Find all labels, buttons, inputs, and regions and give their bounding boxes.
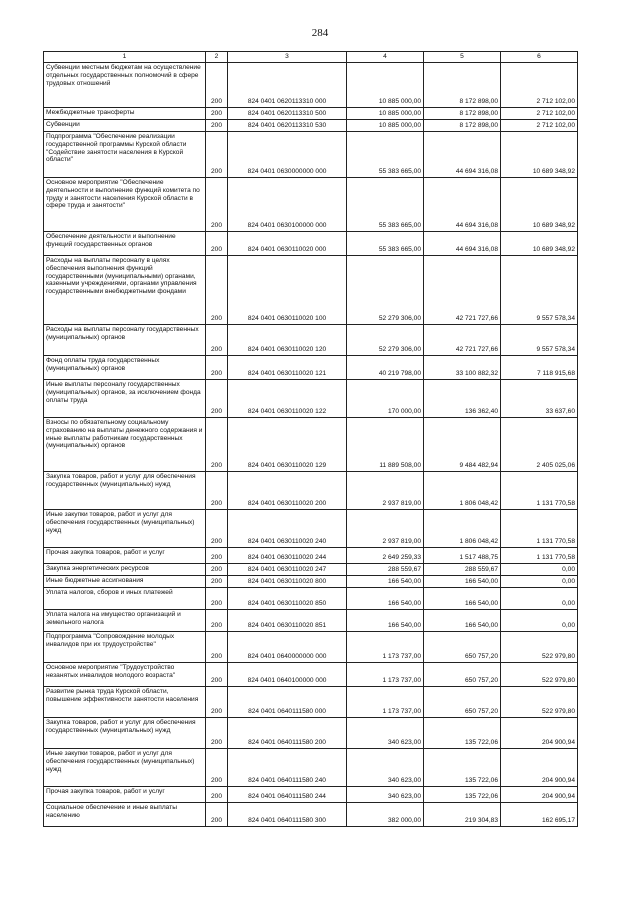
row-col5-value: 219 304,83 [424, 803, 501, 827]
row-col2-cell: 200 [206, 232, 228, 256]
row-col4-value: 382 000,00 [347, 803, 424, 827]
row-col5-value: 166 540,00 [424, 588, 501, 610]
table-row [44, 588, 578, 610]
row-col2-cell: 200 [206, 687, 228, 718]
row-name-cell: Социальное обеспечение и иные выплаты населению [44, 803, 206, 827]
row-col4-value: 166 540,00 [347, 610, 424, 632]
row-name-cell: Расходы на выплаты персоналу в целях обеспечения выполнения функций государственными (муниципальными) органами, казенными учреждениями, органами управления государственными внебюджетными фондами [44, 256, 206, 325]
table-header-row [44, 52, 578, 63]
row-code-cell: 824 0401 0640111580 244 [228, 787, 347, 803]
row-name-cell: Обеспечение деятельности и выполнение функций государственных органов [44, 232, 206, 256]
row-name-cell: Закупка товаров, работ и услуг для обеспечения государственных (муниципальных) нужд [44, 472, 206, 510]
row-col6-value: 2 712 102,00 [501, 120, 578, 132]
row-name-cell: Иные выплаты персоналу государственных (муниципальных) органов, за исключением фонда оплаты труда [44, 380, 206, 418]
row-col2-cell: 200 [206, 510, 228, 548]
row-col5-value: 44 694 316,08 [424, 132, 501, 178]
table-row [44, 108, 578, 120]
row-col2-cell: 200 [206, 132, 228, 178]
row-col4-value: 170 000,00 [347, 380, 424, 418]
row-col6-value: 0,00 [501, 576, 578, 588]
row-col5-value: 1 806 048,42 [424, 472, 501, 510]
row-col6-value: 0,00 [501, 588, 578, 610]
row-col5-value: 288 559,67 [424, 564, 501, 576]
table-row [44, 132, 578, 178]
row-col2-cell: 200 [206, 576, 228, 588]
row-col2-cell: 200 [206, 588, 228, 610]
row-name-cell: Подпрограмма "Сопровождение молодых инвалидов при их трудоустройстве" [44, 632, 206, 663]
row-col4-value: 166 540,00 [347, 588, 424, 610]
table-row [44, 325, 578, 356]
row-code-cell: 824 0401 0640111580 300 [228, 803, 347, 827]
row-col2-cell: 200 [206, 356, 228, 380]
row-code-cell: 824 0401 0630110020 122 [228, 380, 347, 418]
row-code-cell: 824 0401 0620113310 000 [228, 63, 347, 108]
table-row [44, 120, 578, 132]
header-cell: 6 [501, 52, 578, 63]
row-col6-value: 1 131 770,58 [501, 472, 578, 510]
row-col2-cell: 200 [206, 380, 228, 418]
row-col5-value: 166 540,00 [424, 610, 501, 632]
row-col2-cell: 200 [206, 632, 228, 663]
row-code-cell: 824 0401 0630110020 121 [228, 356, 347, 380]
table-row [44, 803, 578, 827]
row-col6-value: 9 557 578,34 [501, 256, 578, 325]
table-row [44, 610, 578, 632]
table-row [44, 232, 578, 256]
row-code-cell: 824 0401 0630100000 000 [228, 178, 347, 232]
row-col6-value: 2 405 025,06 [501, 418, 578, 472]
row-col4-value: 1 173 737,00 [347, 663, 424, 687]
row-col6-value: 10 689 348,92 [501, 232, 578, 256]
row-col6-value: 1 131 770,58 [501, 548, 578, 564]
row-col5-value: 1 806 048,42 [424, 510, 501, 548]
header-cell: 1 [44, 52, 206, 63]
row-col6-value: 522 979,80 [501, 632, 578, 663]
row-code-cell: 824 0401 0640111580 240 [228, 749, 347, 787]
row-col6-value: 33 637,60 [501, 380, 578, 418]
row-col5-value: 9 484 482,94 [424, 418, 501, 472]
row-code-cell: 824 0401 0640000000 000 [228, 632, 347, 663]
row-col2-cell: 200 [206, 787, 228, 803]
row-code-cell: 824 0401 0620113310 530 [228, 120, 347, 132]
header-cell: 2 [206, 52, 228, 63]
budget-table [43, 51, 578, 827]
row-col5-value: 8 172 898,00 [424, 120, 501, 132]
table-row [44, 564, 578, 576]
row-name-cell: Закупка товаров, работ и услуг для обеспечения государственных (муниципальных) нужд [44, 718, 206, 749]
page-number: 284 [311, 27, 329, 39]
row-code-cell: 824 0401 0630110020 240 [228, 510, 347, 548]
row-col2-cell: 200 [206, 418, 228, 472]
row-col6-value: 9 557 578,34 [501, 325, 578, 356]
row-col5-value: 8 172 898,00 [424, 108, 501, 120]
row-col4-value: 340 623,00 [347, 787, 424, 803]
table-row [44, 256, 578, 325]
row-name-cell: Межбюджетные трансферты [44, 108, 206, 120]
row-name-cell: Взносы по обязательному социальному страхованию на выплаты денежного содержания и иные выплаты работникам государственных (муниципальных) органов [44, 418, 206, 472]
row-col5-value: 135 722,06 [424, 787, 501, 803]
row-col4-value: 2 937 819,00 [347, 510, 424, 548]
row-name-cell: Субвенции местным бюджетам на осуществление отдельных государственных полномочий в сфере трудовых отношений [44, 63, 206, 108]
table-row [44, 178, 578, 232]
row-col6-value: 7 118 915,68 [501, 356, 578, 380]
row-col2-cell: 200 [206, 803, 228, 827]
row-col5-value: 650 757,20 [424, 632, 501, 663]
row-col4-value: 340 623,00 [347, 718, 424, 749]
row-col6-value: 162 695,17 [501, 803, 578, 827]
row-col2-cell: 200 [206, 610, 228, 632]
row-name-cell: Основное мероприятие "Трудоустройство незанятых инвалидов молодого возраста" [44, 663, 206, 687]
row-col6-value: 1 131 770,58 [501, 510, 578, 548]
row-col4-value: 340 623,00 [347, 749, 424, 787]
header-cell: 3 [228, 52, 347, 63]
row-code-cell: 824 0401 0630110020 800 [228, 576, 347, 588]
table-row [44, 548, 578, 564]
row-col6-value: 0,00 [501, 610, 578, 632]
row-name-cell: Иные бюджетные ассигнования [44, 576, 206, 588]
row-col4-value: 288 559,67 [347, 564, 424, 576]
row-col6-value: 0,00 [501, 564, 578, 576]
table-row [44, 380, 578, 418]
row-col5-value: 42 721 727,66 [424, 325, 501, 356]
row-col2-cell: 200 [206, 663, 228, 687]
table-row [44, 663, 578, 687]
row-code-cell: 824 0401 0630110020 200 [228, 472, 347, 510]
row-col6-value: 2 712 102,00 [501, 63, 578, 108]
row-col5-value: 33 100 882,32 [424, 356, 501, 380]
row-col4-value: 166 540,00 [347, 576, 424, 588]
row-col4-value: 40 219 798,00 [347, 356, 424, 380]
row-code-cell: 824 0401 0640111580 200 [228, 718, 347, 749]
row-col5-value: 44 694 316,08 [424, 232, 501, 256]
row-col5-value: 166 540,00 [424, 576, 501, 588]
row-name-cell: Развитие рынка труда Курской области, повышение эффективности занятости населения [44, 687, 206, 718]
row-col2-cell: 200 [206, 63, 228, 108]
row-col2-cell: 200 [206, 548, 228, 564]
row-code-cell: 824 0401 0630110020 120 [228, 325, 347, 356]
row-col2-cell: 200 [206, 564, 228, 576]
row-code-cell: 824 0401 0620113310 500 [228, 108, 347, 120]
row-code-cell: 824 0401 0630110020 100 [228, 256, 347, 325]
row-name-cell: Субвенции [44, 120, 206, 132]
table-row [44, 576, 578, 588]
row-name-cell: Иные закупки товаров, работ и услуг для обеспечения государственных (муниципальных) нужд [44, 749, 206, 787]
row-col2-cell: 200 [206, 325, 228, 356]
table-row [44, 472, 578, 510]
row-col4-value: 52 279 306,00 [347, 256, 424, 325]
row-col4-value: 55 383 665,00 [347, 132, 424, 178]
row-code-cell: 824 0401 0630110020 129 [228, 418, 347, 472]
row-col4-value: 10 885 000,00 [347, 108, 424, 120]
row-name-cell: Уплата налогов, сборов и иных платежей [44, 588, 206, 610]
row-col4-value: 55 383 665,00 [347, 178, 424, 232]
row-col2-cell: 200 [206, 718, 228, 749]
row-name-cell: Иные закупки товаров, работ и услуг для обеспечения государственных (муниципальных) нужд [44, 510, 206, 548]
row-code-cell: 824 0401 0630110020 244 [228, 548, 347, 564]
row-col6-value: 2 712 102,00 [501, 108, 578, 120]
row-col4-value: 10 885 000,00 [347, 63, 424, 108]
row-code-cell: 824 0401 0630000000 000 [228, 132, 347, 178]
row-col6-value: 10 689 348,92 [501, 178, 578, 232]
header-cell: 4 [347, 52, 424, 63]
row-code-cell: 824 0401 0640100000 000 [228, 663, 347, 687]
row-code-cell: 824 0401 0630110020 851 [228, 610, 347, 632]
row-code-cell: 824 0401 0630110020 247 [228, 564, 347, 576]
row-col6-value: 522 979,80 [501, 687, 578, 718]
table-row [44, 718, 578, 749]
row-col2-cell: 200 [206, 108, 228, 120]
row-name-cell: Фонд оплаты труда государственных (муниципальных) органов [44, 356, 206, 380]
row-code-cell: 824 0401 0630110020 000 [228, 232, 347, 256]
row-col5-value: 42 721 727,66 [424, 256, 501, 325]
table-row [44, 418, 578, 472]
row-col4-value: 55 383 665,00 [347, 232, 424, 256]
row-name-cell: Уплата налога на имущество организаций и земельного налога [44, 610, 206, 632]
header-cell: 5 [424, 52, 501, 63]
row-col4-value: 1 173 737,00 [347, 687, 424, 718]
table-row [44, 356, 578, 380]
row-col6-value: 522 979,80 [501, 663, 578, 687]
row-col4-value: 11 889 508,00 [347, 418, 424, 472]
row-col5-value: 135 722,06 [424, 749, 501, 787]
table-row [44, 787, 578, 803]
row-col4-value: 10 885 000,00 [347, 120, 424, 132]
row-col4-value: 1 173 737,00 [347, 632, 424, 663]
row-col6-value: 10 689 348,92 [501, 132, 578, 178]
row-col2-cell: 200 [206, 472, 228, 510]
row-name-cell: Подпрограмма "Обеспечение реализации государственной программы Курской области "Содействие занятости населения в Курской области" [44, 132, 206, 178]
row-col6-value: 204 900,94 [501, 787, 578, 803]
row-col5-value: 1 517 488,75 [424, 548, 501, 564]
table-row [44, 749, 578, 787]
row-col5-value: 650 757,20 [424, 663, 501, 687]
table-row [44, 510, 578, 548]
row-code-cell: 824 0401 0630110020 850 [228, 588, 347, 610]
row-col4-value: 52 279 306,00 [347, 325, 424, 356]
row-col6-value: 204 900,94 [501, 749, 578, 787]
row-col4-value: 2 937 819,00 [347, 472, 424, 510]
row-name-cell: Прочая закупка товаров, работ и услуг [44, 787, 206, 803]
row-col4-value: 2 649 259,33 [347, 548, 424, 564]
row-col5-value: 44 694 316,08 [424, 178, 501, 232]
table-row [44, 63, 578, 108]
row-col2-cell: 200 [206, 120, 228, 132]
row-name-cell: Закупка энергетических ресурсов [44, 564, 206, 576]
row-col5-value: 8 172 898,00 [424, 63, 501, 108]
row-col6-value: 204 900,94 [501, 718, 578, 749]
table-row [44, 632, 578, 663]
row-name-cell: Основное мероприятие "Обеспечение деятельности и выполнение функций комитета по труду и занятости населения Курской области в сфере труда и занятости" [44, 178, 206, 232]
row-code-cell: 824 0401 0640111580 000 [228, 687, 347, 718]
row-col5-value: 136 362,40 [424, 380, 501, 418]
table-row [44, 687, 578, 718]
row-name-cell: Расходы на выплаты персоналу государственных (муниципальных) органов [44, 325, 206, 356]
row-col5-value: 650 757,20 [424, 687, 501, 718]
row-col2-cell: 200 [206, 178, 228, 232]
row-col2-cell: 200 [206, 749, 228, 787]
row-col5-value: 135 722,06 [424, 718, 501, 749]
row-name-cell: Прочая закупка товаров, работ и услуг [44, 548, 206, 564]
row-col2-cell: 200 [206, 256, 228, 325]
